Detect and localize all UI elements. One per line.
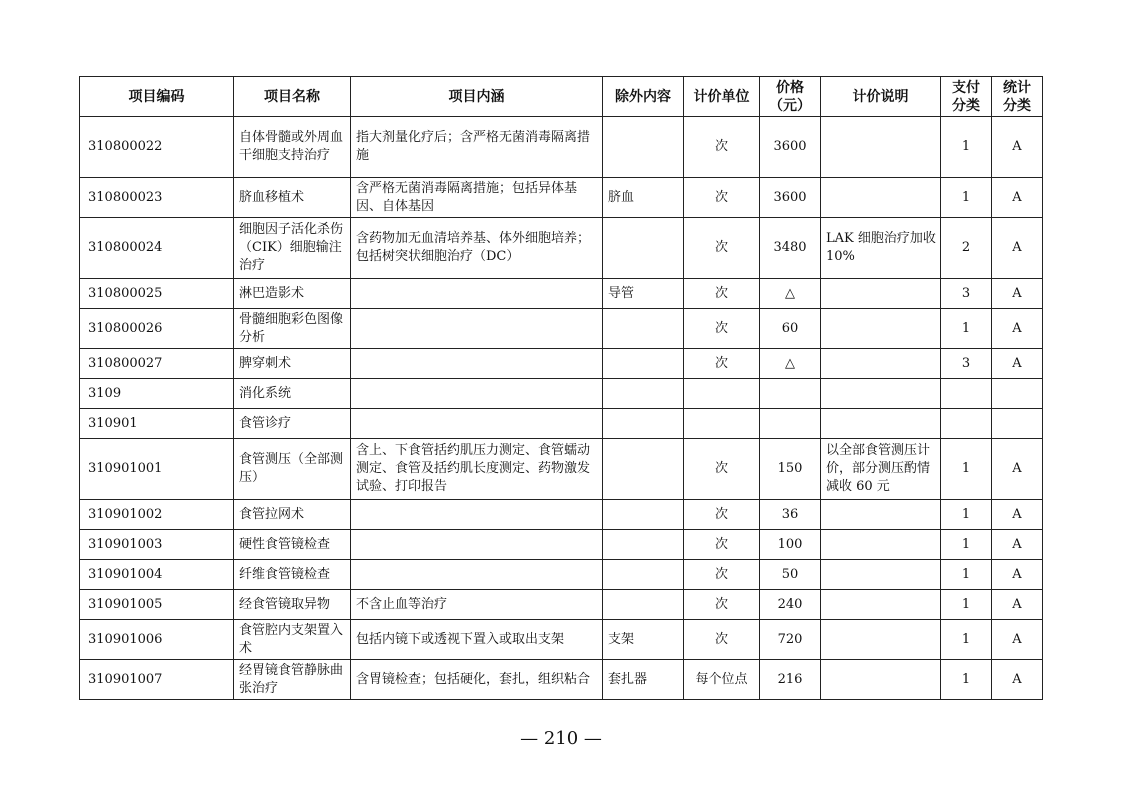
cell-code: 310901004 [80,560,234,590]
cell-exclusion: 套扎器 [603,660,684,700]
cell-pay: 2 [941,218,992,279]
cell-exclusion: 支架 [603,620,684,660]
cell-exclusion: 脐血 [603,178,684,218]
cell-content [351,409,603,439]
header-price: 价格（元） [760,77,821,117]
cell-code: 3109 [80,379,234,409]
cell-unit: 次 [684,309,760,349]
cell-content: 含胃镜检查；包括硬化，套扎，组织粘合 [351,660,603,700]
cell-pay: 1 [941,117,992,178]
cell-pay: 3 [941,279,992,309]
cell-exclusion [603,218,684,279]
cell-note [821,279,941,309]
cell-pay: 1 [941,309,992,349]
cell-exclusion [603,439,684,500]
cell-content [351,309,603,349]
cell-note [821,590,941,620]
table-row [80,560,1043,590]
cell-exclusion [603,590,684,620]
cell-note [821,560,941,590]
cell-stat [992,409,1043,439]
cell-exclusion [603,409,684,439]
cell-code: 310901007 [80,660,234,700]
cell-stat: A [992,560,1043,590]
cell-note: LAK 细胞治疗加收 10% [821,218,941,279]
cell-code: 310901001 [80,439,234,500]
cell-unit: 次 [684,117,760,178]
cell-exclusion [603,349,684,379]
cell-price: 60 [760,309,821,349]
cell-name: 骨髓细胞彩色图像分析 [234,309,351,349]
cell-pay: 1 [941,560,992,590]
cell-stat: A [992,439,1043,500]
table-row [80,218,1043,279]
cell-unit: 次 [684,620,760,660]
cell-code: 310800026 [80,309,234,349]
table-row [80,409,1043,439]
table-row [80,117,1043,178]
header-unit: 计价单位 [684,77,760,117]
cell-content [351,530,603,560]
cell-name: 消化系统 [234,379,351,409]
cell-pay: 1 [941,590,992,620]
cell-unit [684,379,760,409]
header-pay: 支付分类 [941,77,992,117]
cell-stat: A [992,117,1043,178]
header-row [80,77,1043,117]
table-row [80,500,1043,530]
cell-stat: A [992,309,1043,349]
header-name: 项目名称 [234,77,351,117]
cell-name: 纤维食管镜检查 [234,560,351,590]
table-row [80,349,1043,379]
cell-unit: 次 [684,560,760,590]
table-row [80,590,1043,620]
cell-content [351,560,603,590]
cell-exclusion [603,379,684,409]
cell-price: 100 [760,530,821,560]
cell-content: 包括内镜下或透视下置入或取出支架 [351,620,603,660]
cell-stat: A [992,530,1043,560]
header-code: 项目编码 [80,77,234,117]
cell-unit: 次 [684,178,760,218]
cell-name: 食管拉网术 [234,500,351,530]
table-row [80,309,1043,349]
cell-code: 310800022 [80,117,234,178]
cell-name: 经食管镜取异物 [234,590,351,620]
cell-unit: 次 [684,279,760,309]
cell-exclusion [603,309,684,349]
cell-note [821,500,941,530]
cell-unit: 次 [684,349,760,379]
cell-note [821,530,941,560]
cell-pay: 1 [941,660,992,700]
cell-pay: 1 [941,439,992,500]
page-number: — 210 — [520,728,602,749]
header-content: 项目内涵 [351,77,603,117]
cell-unit: 次 [684,218,760,279]
cell-stat: A [992,620,1043,660]
cell-price: 3480 [760,218,821,279]
cell-note [821,117,941,178]
cell-code: 310901005 [80,590,234,620]
cell-stat: A [992,660,1043,700]
cell-pay: 1 [941,178,992,218]
cell-pay: 3 [941,349,992,379]
cell-code: 310901006 [80,620,234,660]
cell-unit: 次 [684,439,760,500]
header-stat: 统计分类 [992,77,1043,117]
cell-name: 食管诊疗 [234,409,351,439]
cell-price: 3600 [760,117,821,178]
cell-note [821,620,941,660]
cell-content: 含上、下食管括约肌压力测定、食管蠕动测定、食管及括约肌长度测定、药物激发试验、打印报告 [351,439,603,500]
cell-name: 食管测压（全部测压） [234,439,351,500]
cell-unit: 每个位点 [684,660,760,700]
cell-content [351,279,603,309]
cell-price: △ [760,349,821,379]
cell-code: 310901002 [80,500,234,530]
table-row [80,178,1043,218]
cell-name: 淋巴造影术 [234,279,351,309]
cell-pay [941,409,992,439]
cell-name: 经胃镜食管静脉曲张治疗 [234,660,351,700]
table-row [80,279,1043,309]
cell-stat: A [992,178,1043,218]
cell-content: 指大剂量化疗后；含严格无菌消毒隔离措施 [351,117,603,178]
cell-code: 310901003 [80,530,234,560]
cell-stat [992,379,1043,409]
table-row [80,439,1043,500]
price-table [79,76,1043,700]
cell-content [351,500,603,530]
cell-price: 50 [760,560,821,590]
cell-price [760,379,821,409]
cell-exclusion [603,500,684,530]
cell-name: 自体骨髓或外周血干细胞支持治疗 [234,117,351,178]
cell-price: 150 [760,439,821,500]
cell-exclusion [603,117,684,178]
cell-note [821,379,941,409]
cell-content [351,349,603,379]
cell-note [821,309,941,349]
cell-unit [684,409,760,439]
cell-price: 216 [760,660,821,700]
cell-pay: 1 [941,620,992,660]
cell-pay: 1 [941,530,992,560]
cell-stat: A [992,279,1043,309]
cell-pay [941,379,992,409]
cell-exclusion [603,530,684,560]
cell-note [821,178,941,218]
table-body [80,117,1043,700]
cell-code: 310901 [80,409,234,439]
cell-code: 310800023 [80,178,234,218]
cell-stat: A [992,218,1043,279]
cell-content [351,379,603,409]
cell-code: 310800024 [80,218,234,279]
cell-unit: 次 [684,590,760,620]
header-note: 计价说明 [821,77,941,117]
cell-note: 以全部食管测压计价，部分测压酌情减收 60 元 [821,439,941,500]
table-row [80,660,1043,700]
cell-code: 310800027 [80,349,234,379]
cell-code: 310800025 [80,279,234,309]
cell-price: 3600 [760,178,821,218]
cell-unit: 次 [684,530,760,560]
cell-price: 720 [760,620,821,660]
cell-stat: A [992,590,1043,620]
cell-name: 脐血移植术 [234,178,351,218]
cell-pay: 1 [941,500,992,530]
cell-content: 不含止血等治疗 [351,590,603,620]
cell-exclusion [603,560,684,590]
cell-name: 脾穿刺术 [234,349,351,379]
cell-note [821,660,941,700]
cell-price: 240 [760,590,821,620]
cell-note [821,349,941,379]
cell-stat: A [992,500,1043,530]
table-row [80,530,1043,560]
cell-price: △ [760,279,821,309]
header-exclusion: 除外内容 [603,77,684,117]
cell-content: 含药物加无血清培养基、体外细胞培养；包括树突状细胞治疗（DC） [351,218,603,279]
cell-stat: A [992,349,1043,379]
cell-name: 硬性食管镜检查 [234,530,351,560]
cell-content: 含严格无菌消毒隔离措施；包括异体基因、自体基因 [351,178,603,218]
cell-exclusion: 导管 [603,279,684,309]
cell-price: 36 [760,500,821,530]
cell-name: 细胞因子活化杀伤（CIK）细胞输注治疗 [234,218,351,279]
cell-unit: 次 [684,500,760,530]
cell-name: 食管腔内支架置入术 [234,620,351,660]
table-row [80,379,1043,409]
cell-note [821,409,941,439]
table-row [80,620,1043,660]
cell-price [760,409,821,439]
